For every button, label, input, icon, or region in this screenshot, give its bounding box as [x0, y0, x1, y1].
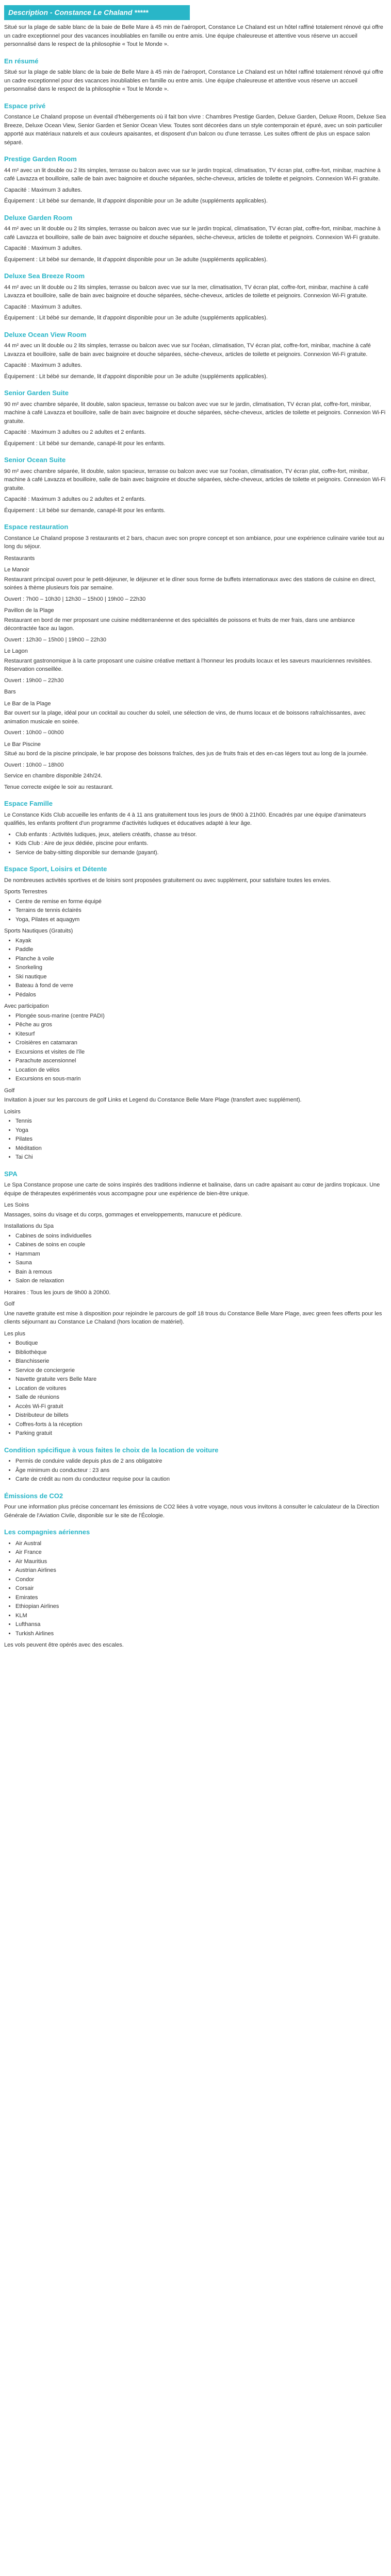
venue-name: Le Lagon — [4, 648, 28, 654]
room-capacity: Capacité : Maximum 3 adultes. — [4, 187, 83, 193]
list-item: • Carte de crédit au nom du conducteur requise pour la caution — [15, 1475, 387, 1484]
sports-group-heading: Sports Terrestres — [4, 889, 47, 895]
list-item: • Bain à remous — [15, 1268, 387, 1277]
room-desc: 44 m² avec un lit double ou 2 lits simples, terrasse ou balcon avec vue sur l'océan, climatisation, TV écran plat, coffre-fort, minibar, machine à café Lavazza et bouilloire, salle de bain avec baignoire et douche séparées, sèche-cheveux, articles de toilette et peignoirs. Connexion Wi-Fi gratuite. — [4, 343, 371, 358]
list-item: • Centre de remise en forme équipé — [15, 897, 387, 906]
list-item: • Yoga — [15, 1126, 387, 1135]
bars-heading: Bars — [4, 689, 16, 695]
conditions-list — [15, 1457, 387, 1484]
list-item: • Service de conciergerie — [15, 1366, 387, 1375]
list-item: • Cabines de soins individuelles — [15, 1232, 387, 1241]
list-item: • Navette gratuite vers Belle Mare — [15, 1375, 387, 1384]
list-item: • Ethiopian Airlines — [15, 1602, 387, 1611]
list-item: • Méditation — [15, 1144, 387, 1153]
venue-name: Le Bar de la Plage — [4, 700, 51, 707]
list-item: • Boutique — [15, 1339, 387, 1348]
list-item: • Excursions en sous-marin — [15, 1075, 387, 1083]
venue-desc: Bar ouvert sur la plage, idéal pour un cocktail au coucher du soleil, une sélection de vins, de rhums locaux et de boissons rafraîchissantes, avec animation musicale en soirée. — [4, 710, 366, 725]
room-capacity: Capacité : Maximum 3 adultes. — [4, 362, 83, 368]
restaurants-list — [4, 566, 387, 685]
spa-facilities-list — [15, 1232, 387, 1285]
list-item: • Blanchisserie — [15, 1357, 387, 1366]
golf2-title: Golf — [4, 1301, 15, 1307]
list-item: • Cabines de soins en couple — [15, 1241, 387, 1249]
rooms-intro: Constance Le Chaland propose un éventail d'hébergements où il fait bon vivre : Chambres Prestige Garden, Deluxe Garden, Deluxe Room, Deluxe Sea Breeze, Deluxe Ocean View, Senior Garden et Senior Ocean View. Toutes sont décorées dans un style contemporain et épuré, avec un soin particulier apporté aux matériaux naturels et aux couleurs apaisantes, et disposent d'un balcon ou d'une terrasse. Les suites offrent de plus un espace salon séparé. — [4, 114, 386, 146]
golf-desc: Invitation à jouer sur les parcours de golf Links et Legend du Constance Belle Mare Plage (transfert avec supplément). — [4, 1097, 302, 1103]
banner: Description - Constance Le Chaland ***** — [4, 5, 190, 20]
venue-name: Le Manoir — [4, 567, 29, 573]
room-option: Équipement : Lit bébé sur demande, lit d'appoint disponible pour un 3e adulte (suppléments applicables). — [4, 373, 268, 380]
sports-title: Espace Sport, Loisirs et Détente — [4, 865, 107, 873]
restaurants-heading: Restaurants — [4, 555, 35, 562]
rooms-title: Espace privé — [4, 101, 46, 110]
family-title: Espace Famille — [4, 800, 53, 807]
list-item: • Excursions et visites de l'île — [15, 1048, 387, 1057]
list-item: • Kids Club : Aire de jeux dédiée, piscine pour enfants. — [15, 839, 387, 848]
venue-desc: Restaurant gastronomique à la carte proposant une cuisine créative mettant à l'honneur les produits locaux et les saveurs mauriciennes revisitées. Réservation conseillée. — [4, 657, 372, 672]
airlines-footer: Les vols peuvent être opérés avec des escales. — [4, 1642, 124, 1648]
sports-group-list — [15, 897, 387, 924]
list-item: • Turkish Airlines — [15, 1630, 387, 1638]
summary-text: Situé sur la plage de sable blanc de la baie de Belle Mare à 45 min de l'aéroport, Constance Le Chaland est un hôtel raffiné totalement rénové qui offre un cadre exceptionnel pour des vacances inoubliables en famille ou entre amis. Une équipe chaleureuse et attentive vous réserve un accueil personnalisé dans le respect de la philosophie « Tout le Monde ». — [4, 69, 383, 92]
venue-hours: Ouvert : 7h00 – 10h30 | 12h30 – 15h00 | 19h00 – 22h30 — [4, 596, 146, 602]
list-item: • Âge minimum du conducteur : 23 ans — [15, 1466, 387, 1475]
list-item: • Bateau à fond de verre — [15, 981, 387, 990]
spa-hours: Horaires : Tous les jours de 9h00 à 20h00. — [4, 1289, 111, 1296]
list-item: • Corsair — [15, 1584, 387, 1593]
spa-desc: Le Spa Constance propose une carte de soins inspirés des traditions indienne et balinaise, dans un cadre apaisant au cœur de jardins tropicaux. Une équipe de thérapeutes expérimentés vous accompagne pour une expérience de bien-être unique. — [4, 1182, 380, 1197]
spa-heading: Les Soins — [4, 1202, 29, 1208]
venue-hours: Ouvert : 10h00 – 18h00 — [4, 761, 64, 768]
list-item: • Salle de réunions — [15, 1393, 387, 1402]
room-desc: 44 m² avec un lit double ou 2 lits simples, terrasse ou balcon avec vue sur la mer, climatisation, TV écran plat, coffre-fort, minibar, machine à café Lavazza et bouilloire, salle de bain avec baignoire et douche séparées, sèche-cheveux, articles de toilette et peignoirs. Connexion Wi-Fi gratuite. — [4, 284, 369, 299]
bars-list — [4, 700, 387, 770]
list-item: • Air Mauritius — [15, 1557, 387, 1566]
list-item: • Yoga, Pilates et aquagym — [15, 916, 387, 924]
venue-desc: Situé au bord de la piscine principale, le bar propose des boissons fraîches, des jus de fruits frais et des en-cas légers tout au long de la journée. — [4, 751, 368, 757]
list-item: • Tai Chi — [15, 1153, 387, 1162]
venue-name: Pavillon de la Plage — [4, 607, 54, 614]
list-item: • Parking gratuit — [15, 1429, 387, 1438]
summary-title: En résumé — [4, 57, 39, 65]
list-item: • Austrian Airlines — [15, 1566, 387, 1575]
room-option: Équipement : Lit bébé sur demande, lit d'appoint disponible pour un 3e adulte (suppléments applicables). — [4, 315, 268, 321]
conditions-title: Condition spécifique à vous faites le choix de la location de voiture — [4, 1446, 219, 1454]
list-item: • KLM — [15, 1612, 387, 1620]
room-title: Deluxe Ocean View Room — [4, 330, 87, 338]
list-item: • Pédalos — [15, 991, 387, 999]
sports-group-list — [15, 1012, 387, 1083]
list-item: • Croisières en catamaran — [15, 1039, 387, 1047]
spa-title: SPA — [4, 1170, 18, 1178]
list-item: • Emirates — [15, 1594, 387, 1602]
rooms-list — [4, 154, 387, 515]
sports-group-heading: Avec participation — [4, 1003, 49, 1009]
golf-title: Golf — [4, 1087, 15, 1094]
list-item: • Distributeur de billets — [15, 1411, 387, 1420]
sports-intro: De nombreuses activités sportives et de loisirs sont proposées gratuitement ou avec supplément, pour satisfaire toutes les envies. — [4, 877, 331, 884]
venue-desc: Restaurant en bord de mer proposant une cuisine méditerranéenne et des spécialités de poissons et fruits de mer frais, dans une ambiance décontractée face au lagon. — [4, 617, 355, 632]
list-item: • Air France — [15, 1548, 387, 1557]
list-item: • Accès Wi-Fi gratuit — [15, 1402, 387, 1411]
emissions-title: Émissions de CO2 — [4, 1492, 63, 1500]
sports-groups — [4, 888, 387, 1083]
list-item: • Paddle — [15, 945, 387, 954]
spa-facilities-heading: Installations du Spa — [4, 1223, 54, 1229]
family-intro: Le Constance Kids Club accueille les enfants de 4 à 11 ans gratuitement tous les jours de 9h00 à 21h00. Encadrés par une équipe d'animateurs qualifiés, les enfants profitent d'un programme d'activités ludiques et éducatives adapté à leur âge. — [4, 811, 366, 826]
list-item: • Terrains de tennis éclairés — [15, 906, 387, 915]
list-item: • Pêche au gros — [15, 1021, 387, 1029]
room-capacity: Capacité : Maximum 3 adultes ou 2 adultes et 2 enfants. — [4, 429, 146, 435]
list-item: • Sauna — [15, 1259, 387, 1267]
airlines-title: Les compagnies aériennes — [4, 1528, 90, 1536]
sports-group-heading: Sports Nautiques (Gratuits) — [4, 928, 73, 934]
list-item: • Parachute ascensionnel — [15, 1057, 387, 1065]
room-desc: 90 m² avec chambre séparée, lit double, salon spacieux, terrasse ou balcon avec vue sur le jardin, climatisation, TV écran plat, coffre-fort, minibar, machine à café Lavazza et bouilloire, salle de bain avec baignoire et douche séparées, sèche-cheveux, articles de toilette et peignoirs. Connexion Wi-Fi gratuite. — [4, 401, 386, 425]
family-list — [15, 831, 387, 857]
list-item: • Salon de relaxation — [15, 1277, 387, 1285]
room-desc: 44 m² avec un lit double ou 2 lits simples, terrasse ou balcon avec vue sur le jardin tropical, climatisation, TV écran plat, coffre-fort, minibar, machine à café Lavazza et bouilloire, salle de bain avec baignoire et douche séparées, sèche-cheveux, articles de toilette et peignoirs. Connexion Wi-Fi gratuite. — [4, 167, 381, 182]
list-item: • Location de voitures — [15, 1384, 387, 1393]
list-item: • Planche à voile — [15, 955, 387, 963]
room-capacity: Capacité : Maximum 3 adultes. — [4, 245, 83, 251]
venue-hours: Ouvert : 19h00 – 22h30 — [4, 677, 64, 684]
list-item: • Bibliothèque — [15, 1348, 387, 1357]
room-option: Équipement : Lit bébé sur demande, lit d'appoint disponible pour un 3e adulte (suppléments applicables). — [4, 256, 268, 263]
list-item: • Service de baby-sitting disponible sur demande (payant). — [15, 849, 387, 857]
venue-hours: Ouvert : 12h30 – 15h00 | 19h00 – 22h30 — [4, 636, 106, 643]
dress-code: Tenue correcte exigée le soir au restaurant. — [4, 784, 113, 790]
intro-text: Situé sur la plage de sable blanc de la baie de Belle Mare à 45 min de l'aéroport, Constance Le Chaland est un hôtel raffiné totalement rénové qui offre un cadre exceptionnel pour des vacances inoubliables en famille ou entre amis. Une équipe chaleureuse et attentive vous réserve un accueil personnalisé dans le respect de la philosophie « Tout le Monde ». — [4, 24, 383, 47]
golf2-desc: Une navette gratuite est mise à disposition pour rejoindre le parcours de golf 18 trous du Constance Belle Mare Plage, avec green fees offerts pour les clients séjournant au Constance Le Chaland (hors location de matériel). — [4, 1310, 382, 1325]
list-item: • Plongée sous-marine (centre PADI) — [15, 1012, 387, 1021]
room-option: Équipement : Lit bébé sur demande, canapé-lit pour les enfants. — [4, 440, 166, 447]
room-title: Deluxe Sea Breeze Room — [4, 272, 85, 280]
list-item: • Coffres-forts à la réception — [15, 1420, 387, 1429]
list-item: • Pilates — [15, 1135, 387, 1144]
list-item: • Kitesurf — [15, 1030, 387, 1039]
room-title: Deluxe Garden Room — [4, 213, 73, 222]
leisure-list — [15, 1117, 387, 1162]
list-item: • Location de vélos — [15, 1066, 387, 1075]
shops-heading: Les plus — [4, 1330, 25, 1337]
spa-items-intro: Massages, soins du visage et du corps, gommages et enveloppements, manucure et pédicure. — [4, 1211, 242, 1218]
room-capacity: Capacité : Maximum 3 adultes ou 2 adultes et 2 enfants. — [4, 496, 146, 502]
room-title: Senior Ocean Suite — [4, 456, 66, 464]
leisure-heading: Loisirs — [4, 1108, 21, 1115]
list-item: • Tennis — [15, 1117, 387, 1126]
list-item: • Snorkeling — [15, 963, 387, 972]
list-item: • Permis de conduire valide depuis plus de 2 ans obligatoire — [15, 1457, 387, 1466]
venue-hours: Ouvert : 10h00 – 00h00 — [4, 730, 64, 736]
list-item: • Kayak — [15, 937, 387, 945]
dining-title: Espace restauration — [4, 523, 69, 531]
shops-list — [15, 1339, 387, 1438]
list-item: • Air Austral — [15, 1539, 387, 1548]
venue-name: Le Bar Piscine — [4, 741, 41, 748]
emissions-desc: Pour une information plus précise concernant les émissions de CO2 liées à votre voyage, nous vous invitons à consulter le calculateur de la Direction Générale de l'Aviation Civile, disponible sur le site de l'Écologie. — [4, 1504, 379, 1519]
airlines-list — [15, 1539, 387, 1638]
room-service: Service en chambre disponible 24h/24. — [4, 773, 103, 779]
list-item: • Lufthansa — [15, 1620, 387, 1629]
list-item: • Condor — [15, 1575, 387, 1584]
list-item: • Ski nautique — [15, 973, 387, 981]
room-title: Senior Garden Suite — [4, 389, 69, 397]
list-item: • Club enfants : Activités ludiques, jeux, ateliers créatifs, chasse au trésor. — [15, 831, 387, 839]
room-option: Équipement : Lit bébé sur demande, canapé-lit pour les enfants. — [4, 507, 166, 514]
dining-intro: Constance Le Chaland propose 3 restaurants et 2 bars, chacun avec son propre concept et son ambiance, pour une expérience culinaire variée tout au long du séjour. — [4, 535, 384, 550]
sports-group-list — [15, 937, 387, 999]
room-capacity: Capacité : Maximum 3 adultes. — [4, 303, 83, 310]
list-item: • Hammam — [15, 1250, 387, 1259]
venue-desc: Restaurant principal ouvert pour le petit-déjeuner, le déjeuner et le dîner sous forme de buffets internationaux avec des stations de cuisine en direct, soirées à thème plusieurs fois par semaine. — [4, 576, 376, 591]
room-desc: 90 m² avec chambre séparée, lit double, salon spacieux, terrasse ou balcon avec vue sur l'océan, climatisation, TV écran plat, coffre-fort, minibar, machine à café Lavazza et bouilloire, salle de bain avec baignoire et douche séparées, sèche-cheveux, articles de toilette et peignoirs. Connexion Wi-Fi gratuite. — [4, 468, 386, 492]
room-title: Prestige Garden Room — [4, 155, 77, 163]
room-desc: 44 m² avec un lit double ou 2 lits simples, terrasse ou balcon avec vue sur le jardin tropical, climatisation, TV écran plat, coffre-fort, minibar, machine à café Lavazza et bouilloire, salle de bain avec baignoire et douche séparées, sèche-cheveux, articles de toilette et peignoirs. Connexion Wi-Fi gratuite. — [4, 226, 381, 241]
room-option: Équipement : Lit bébé sur demande, lit d'appoint disponible pour un 3e adulte (suppléments applicables). — [4, 198, 268, 204]
